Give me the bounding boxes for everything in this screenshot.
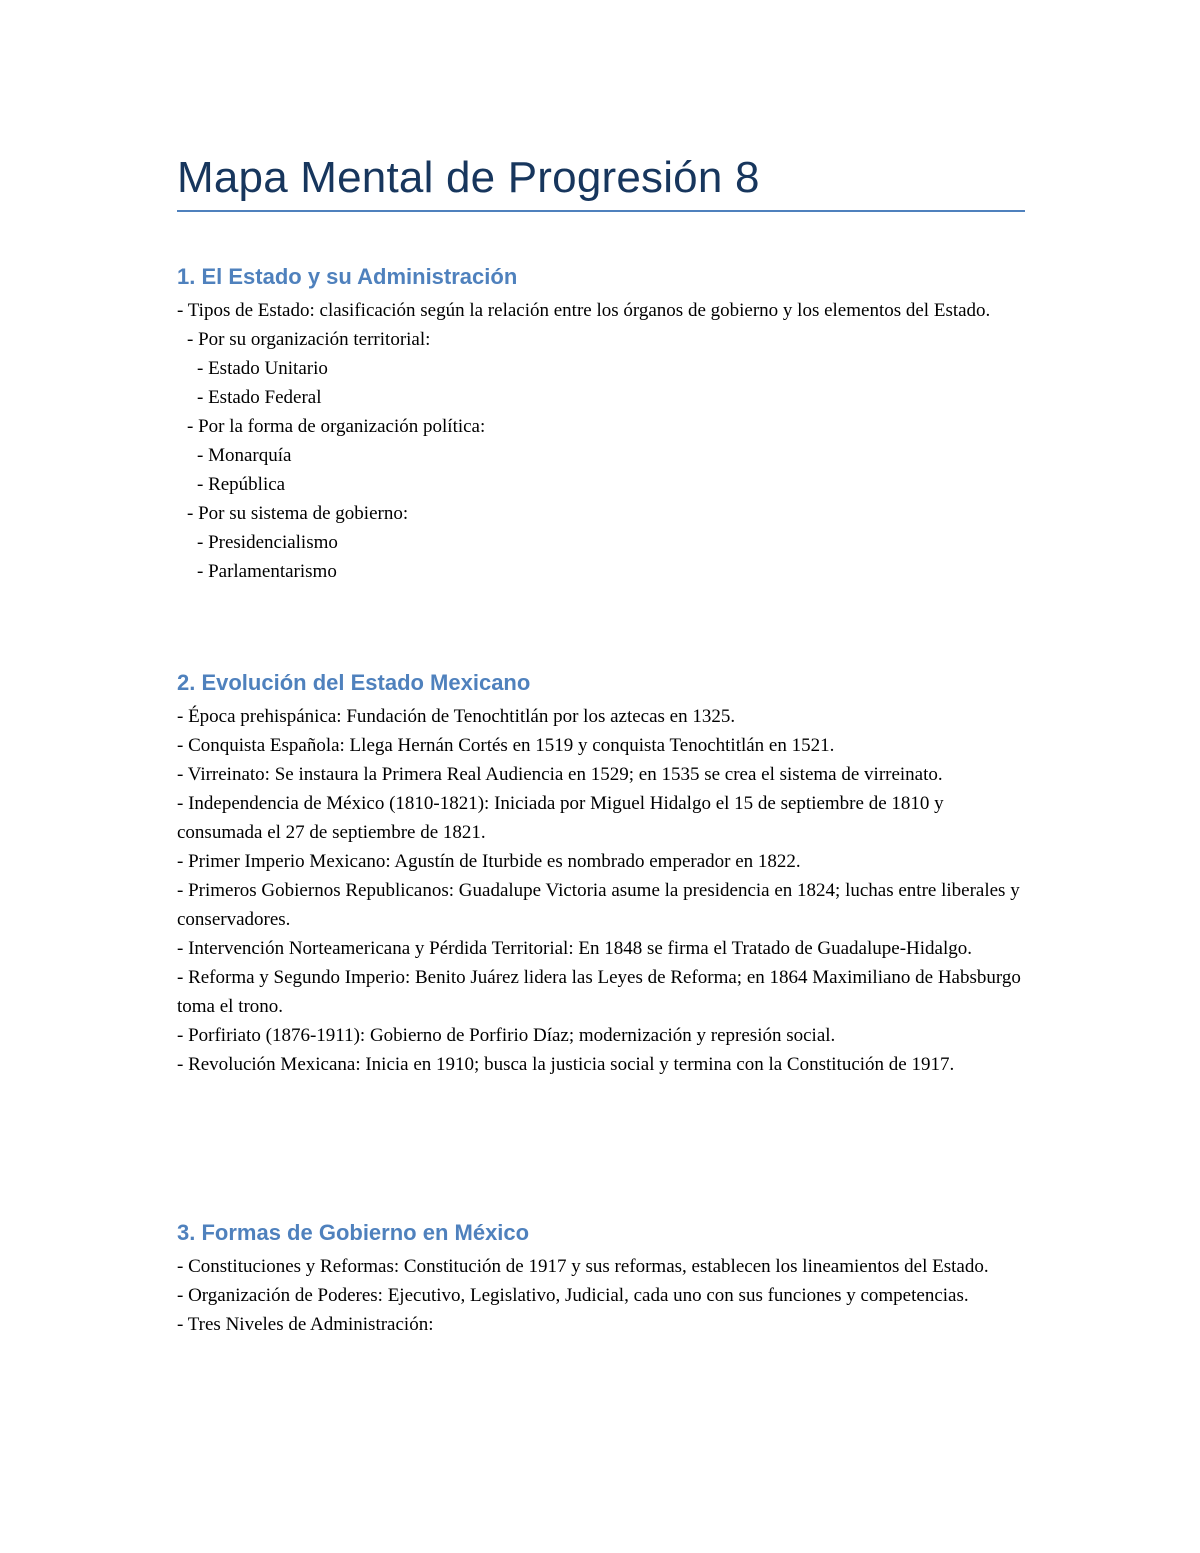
- list-item: - Presidencialismo: [197, 532, 338, 553]
- list-item: - Virreinato: Se instaura la Primera Real Audiencia en 1529; en 1535 se crea el sistema de virreinato.: [177, 764, 943, 785]
- list-item: - Tres Niveles de Administración:: [177, 1314, 434, 1335]
- list-item: - Primer Imperio Mexicano: Agustín de Iturbide es nombrado emperador en 1822.: [177, 851, 801, 872]
- list-item: - Estado Unitario: [197, 358, 328, 379]
- section-heading: 2. Evolución del Estado Mexicano: [177, 670, 531, 695]
- list-item: - Parlamentarismo: [197, 561, 337, 582]
- list-item: - Conquista Española: Llega Hernán Cortés en 1519 y conquista Tenochtitlán en 1521.: [177, 735, 835, 756]
- list-item: - Monarquía: [197, 445, 292, 466]
- document-title: Mapa Mental de Progresión 8: [177, 153, 760, 202]
- list-item: - Intervención Norteamericana y Pérdida Territorial: En 1848 se firma el Tratado de Guadalupe-Hidalgo.: [177, 938, 972, 959]
- section-formas-de-gobierno: [177, 1218, 1025, 1339]
- list-item: - Porfiriato (1876-1911): Gobierno de Porfirio Díaz; modernización y represión social.: [177, 1025, 836, 1046]
- list-item: - Tipos de Estado: clasificación según la relación entre los órganos de gobierno y los elementos del Estado.: [177, 300, 991, 321]
- list-item: - Organización de Poderes: Ejecutivo, Legislativo, Judicial, cada uno con sus funciones y competencias.: [177, 1285, 969, 1306]
- section-evolucion-estado-mexicano: [177, 668, 1025, 1079]
- list-item: - Época prehispánica: Fundación de Tenochtitlán por los aztecas en 1325.: [177, 706, 736, 727]
- list-item: - Estado Federal: [197, 387, 322, 408]
- section-heading: 3. Formas de Gobierno en México: [177, 1220, 530, 1245]
- list-item: - República: [197, 474, 286, 495]
- list-item: - Revolución Mexicana: Inicia en 1910; busca la justicia social y termina con la Constitución de 1917.: [177, 1054, 955, 1075]
- list-item: - Por su organización territorial:: [187, 329, 431, 350]
- list-item: - Reforma y Segundo Imperio: Benito Juárez lidera las Leyes de Reforma; en 1864 Maximiliano de Habsburgo toma el trono.: [177, 967, 1021, 1017]
- list-item: - Por su sistema de gobierno:: [187, 503, 409, 524]
- section-heading: 1. El Estado y su Administración: [177, 264, 518, 289]
- section-estado-administracion: [177, 262, 1025, 586]
- list-item: - Constituciones y Reformas: Constitución de 1917 y sus reformas, establecen los lineamientos del Estado.: [177, 1256, 989, 1277]
- list-item: - Por la forma de organización política:: [187, 416, 486, 437]
- list-item: - Independencia de México (1810-1821): Iniciada por Miguel Hidalgo el 15 de septiembre de 1810 y consumada el 27 de septiembre de 1821.: [177, 793, 944, 843]
- title-underline: [177, 210, 1025, 212]
- list-item: - Primeros Gobiernos Republicanos: Guadalupe Victoria asume la presidencia en 1824; luchas entre liberales y conservadores.: [177, 880, 1020, 930]
